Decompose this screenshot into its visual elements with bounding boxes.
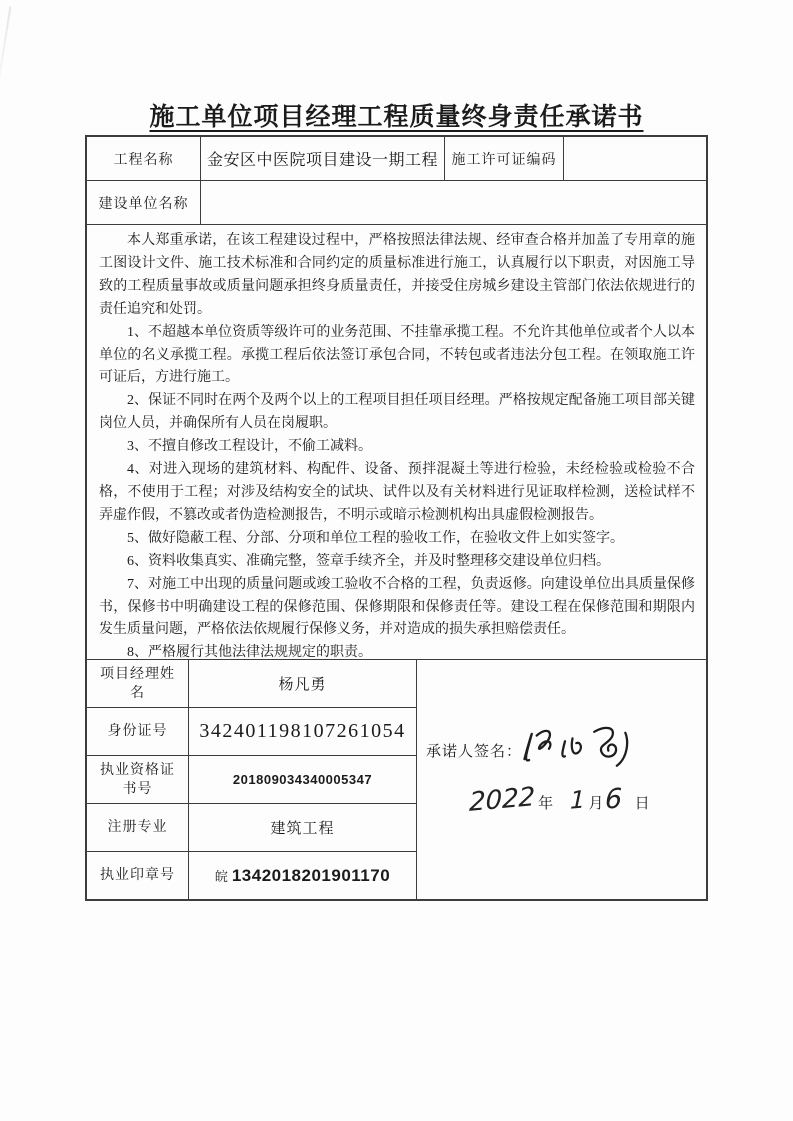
scan-artifact [0, 6, 11, 100]
manager-info-row [87, 804, 416, 852]
form-table [85, 135, 708, 901]
signer-label: 承诺人签名： [426, 744, 523, 760]
manager-row-value: 201809034340005347 [232, 772, 373, 787]
signature-date [468, 782, 651, 818]
seal-province-prefix: 皖 [214, 869, 228, 884]
manager-row-value: 建筑工程 [270, 821, 335, 837]
permit-code-label: 施工许可证编码 [445, 137, 564, 180]
date-day-label: 日 [634, 796, 651, 812]
manager-info-row [87, 660, 416, 708]
owner-name-row [87, 181, 706, 225]
manager-row-label: 身份证号 [87, 708, 189, 755]
commitment-paragraph: 1、不超越本单位资质等级许可的业务范围、不挂靠承揽工程。不允许其他单位或者个人以本单位的名义承揽工程。承揽工程后依法签订承包合同，不转包或者违法分包工程。在领取施工许可证后，方进行施工。 [99, 324, 695, 386]
commitment-paragraph: 4、对进入现场的建筑材料、构配件、设备、预拌混凝土等进行检验，未经检验或检验不合格，不使用于工程；对涉及结构安全的试块、试件以及有关材料进行见证取样检测，送检试样不弄虚作假，不篡改或者伪造检测报告，不明示或暗示检测机构出具虚假检测报告。 [99, 462, 695, 523]
date-year-label: 年 [538, 796, 555, 812]
commitment-paragraph: 7、对施工中出现的质量问题或竣工验收不合格的工程，负责返修。向建设单位出具质量保修书，保修书中明确建设工程的保修范围、保修期限和保修责任等。建设工程在保修范围和期限内发生质量问题，严格依法依规履行保修义务，并对造成的损失承担赔偿责任。 [99, 576, 695, 638]
manager-row-value: 342401198107261054 [199, 720, 406, 742]
manager-info-row [87, 708, 416, 756]
date-month-value: 1 [569, 785, 586, 815]
manager-info-row [87, 756, 416, 804]
manager-row-value: 杨凡勇 [278, 677, 327, 693]
manager-row-label: 项目经理姓名 [87, 660, 189, 707]
project-name-label: 工程名称 [87, 137, 201, 180]
project-name-value: 金安区中医院项目建设一期工程 [201, 137, 445, 180]
date-day-value: 6 [605, 783, 623, 816]
manager-info-section [87, 660, 706, 899]
commitment-paragraph: 2、保证不同时在两个及两个以上的工程项目担任项目经理。严格按规定配备施工项目部关键岗位人员，并确保所有人员在岗履职。 [99, 393, 695, 432]
commitment-text-block [87, 225, 706, 660]
date-year-value: 2022 [468, 782, 536, 818]
commitment-paragraph: 6、资料收集真实、准确完整，签章手续齐全，并及时整理移交建设单位归档。 [127, 553, 610, 569]
handwritten-signature [515, 712, 647, 778]
permit-code-value [564, 137, 706, 180]
manager-row-label: 注册专业 [87, 804, 189, 851]
manager-info-row [87, 852, 416, 899]
commitment-paragraph: 8、严格履行其他法律法规规定的职责。 [127, 645, 372, 661]
owner-name-label: 建设单位名称 [87, 181, 201, 224]
date-month-label: 月 [588, 796, 605, 812]
commitment-paragraph: 3、不擅自修改工程设计，不偷工减料。 [127, 439, 372, 455]
commitment-paragraph: 本人郑重承诺，在该工程建设过程中，严格按照法律法规、经审查合格并加盖了专用章的施工图设计文件、施工技术标准和合同约定的质量标准进行施工，认真履行以下职责，对因施工导致的工程质量事故或质量问题承担终身质量责任，并接受住房城乡建设主管部门依法依规进行的责任追究和处罚。 [99, 233, 695, 317]
manager-row-label: 执业印章号 [87, 852, 189, 899]
document-title: 施工单位项目经理工程质量终身责任承诺书 [149, 104, 644, 131]
owner-name-value [201, 181, 706, 224]
project-name-row [87, 137, 706, 181]
manager-row-label: 执业资格证书号 [87, 756, 189, 803]
commitment-paragraph: 5、做好隐蔽工程、分部、分项和单位工程的验收工作，在验收文件上如实签字。 [127, 530, 624, 546]
seal-number: 1342018201901170 [231, 865, 391, 885]
manager-row-value [189, 852, 416, 899]
signature-cell [417, 660, 706, 899]
manager-info-grid [87, 660, 417, 899]
